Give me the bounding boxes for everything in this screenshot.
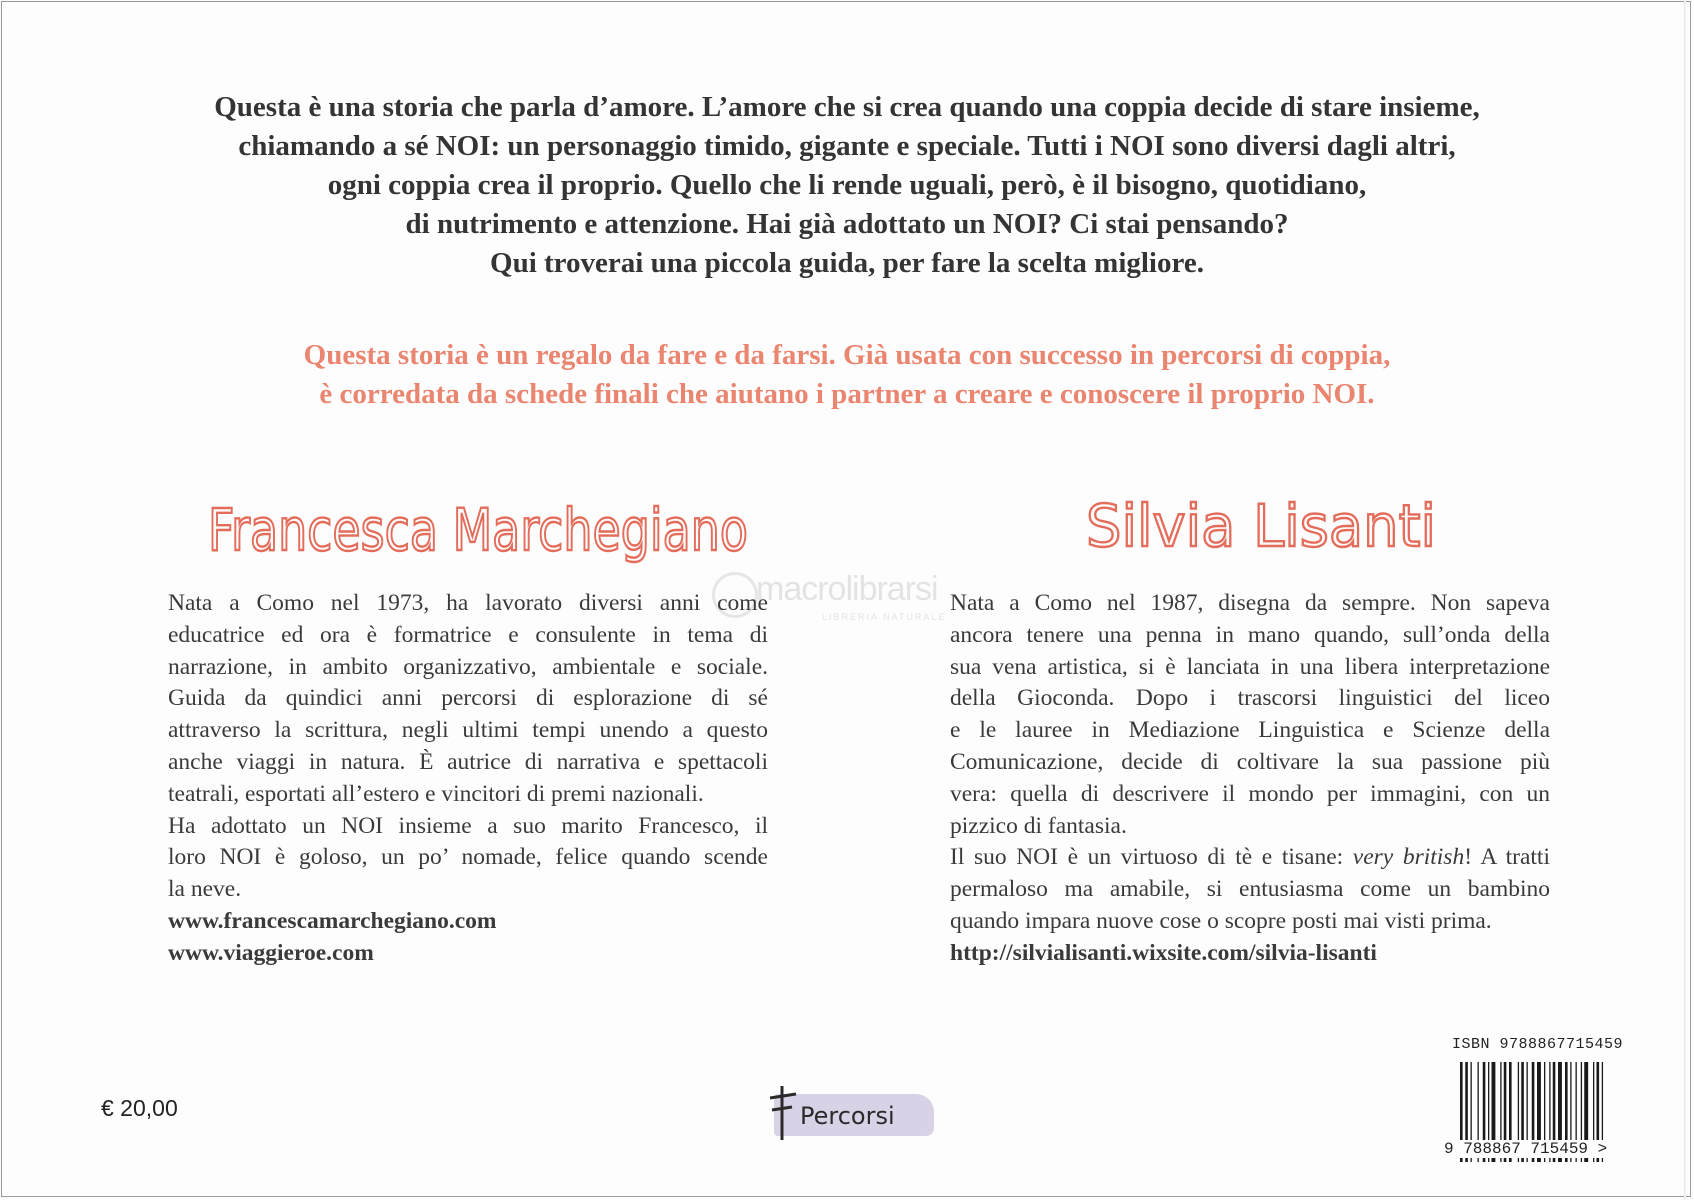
bio-line: della Gioconda. Dopo i trascorsi linguistici del liceo	[950, 685, 1550, 712]
website-link[interactable]: www.francescamarchegiano.com	[168, 907, 497, 934]
bio-line: quando impara nuove cose o scopre posti mai visti prima.	[950, 907, 1492, 934]
intro-text	[0, 88, 1694, 283]
signpost-icon	[762, 1080, 802, 1142]
bio-line: Guida da quindici anni percorsi di esplorazione di sé	[168, 685, 768, 712]
barcode-digits: 9 788867 715459 >	[1444, 1140, 1659, 1158]
bio-line: teatrali, esportati all’estero e vincitori di premi nazionali.	[168, 780, 704, 807]
signature-right-text: Silvia Lisanti	[1086, 492, 1436, 560]
highlight-text	[0, 336, 1694, 414]
publisher-name: Percorsi	[800, 1102, 895, 1130]
watermark-text: macrolibrarsi	[756, 570, 938, 608]
bio-right	[950, 588, 1550, 970]
isbn-label: ISBN 9788867715459	[1452, 1036, 1624, 1053]
bio-noi-pre: Il suo NOI è un virtuoso di tè e tisane:	[950, 844, 1353, 871]
bio-noi-emphasis: very british	[1352, 844, 1465, 871]
bio-line: sua vena artistica, si è lanciata in una libera interpretazione	[950, 653, 1550, 680]
bio-line: la neve.	[168, 876, 242, 903]
bio-line: pizzico di fantasia.	[950, 812, 1127, 839]
bio-noi-post: ! A tratti	[1464, 844, 1550, 871]
bio-line: ancora tenere una penna in mano quando, sull’onda della	[950, 621, 1550, 648]
bio-line: attraverso la scrittura, negli ultimi tempi unendo a questo	[168, 717, 768, 744]
bio-line: Comunicazione, decide di coltivare la sua passione più	[950, 748, 1550, 775]
signature-right	[1086, 486, 1446, 566]
bio-line: permaloso ma amabile, si entusiasma come un bambino	[950, 876, 1550, 903]
signature-left	[208, 490, 768, 570]
publisher-logo	[762, 1080, 942, 1142]
signature-left-text: Francesca Marchegiano	[208, 496, 748, 564]
bio-line: educatrice ed ora è formatrice e consulente in tema di	[168, 621, 768, 648]
intro-line: ogni coppia crea il proprio. Quello che li rende uguali, però, è il bisogno, quotidiano,	[327, 169, 1367, 201]
watermark-tagline: LIBRERIA NATURALE	[822, 612, 947, 622]
highlight-line: è corredata da schede finali che aiutano i partner a creare e conoscere il proprio NOI.	[319, 378, 1375, 410]
intro-line: Questa è una storia che parla d’amore. L’amore che si crea quando una coppia decide di stare insieme,	[214, 91, 1480, 123]
bio-line: Ha adottato un NOI insieme a suo marito Francesco, il	[168, 812, 768, 839]
website-link[interactable]: www.viaggieroe.com	[168, 939, 374, 966]
intro-line: Qui troverai una piccola guida, per fare la scelta migliore.	[490, 247, 1204, 279]
bio-line: anche viaggi in natura. È autrice di narrativa e spettacoli	[168, 748, 768, 775]
intro-line: di nutrimento e attenzione. Hai già adottato un NOI? Ci stai pensando?	[405, 208, 1289, 240]
bio-line: loro NOI è goloso, un po’ nomade, felice quando scende	[168, 844, 768, 871]
bio-line: vera: quella di descrivere il mondo per immagini, con un	[950, 780, 1550, 807]
bio-line: Nata a Como nel 1973, ha lavorato diversi anni come	[168, 590, 768, 616]
price-label: € 20,00	[101, 1095, 178, 1121]
bio-line: e le lauree in Mediazione Linguistica e Scienze della	[950, 717, 1550, 744]
bio-line-noi	[950, 842, 1550, 874]
website-link[interactable]: http://silvialisanti.wixsite.com/silvia-lisanti	[950, 939, 1377, 966]
highlight-line: Questa storia è un regalo da fare e da farsi. Già usata con successo in percorsi di coppia,	[303, 339, 1391, 371]
bio-line: Nata a Como nel 1987, disegna da sempre. Non sapeva	[950, 590, 1550, 616]
bio-line: narrazione, in ambito organizzativo, ambientale e sociale.	[168, 653, 768, 680]
bio-left	[168, 588, 768, 970]
intro-line: chiamando a sé NOI: un personaggio timido, gigante e speciale. Tutti i NOI sono diversi dagli altri,	[238, 130, 1456, 162]
